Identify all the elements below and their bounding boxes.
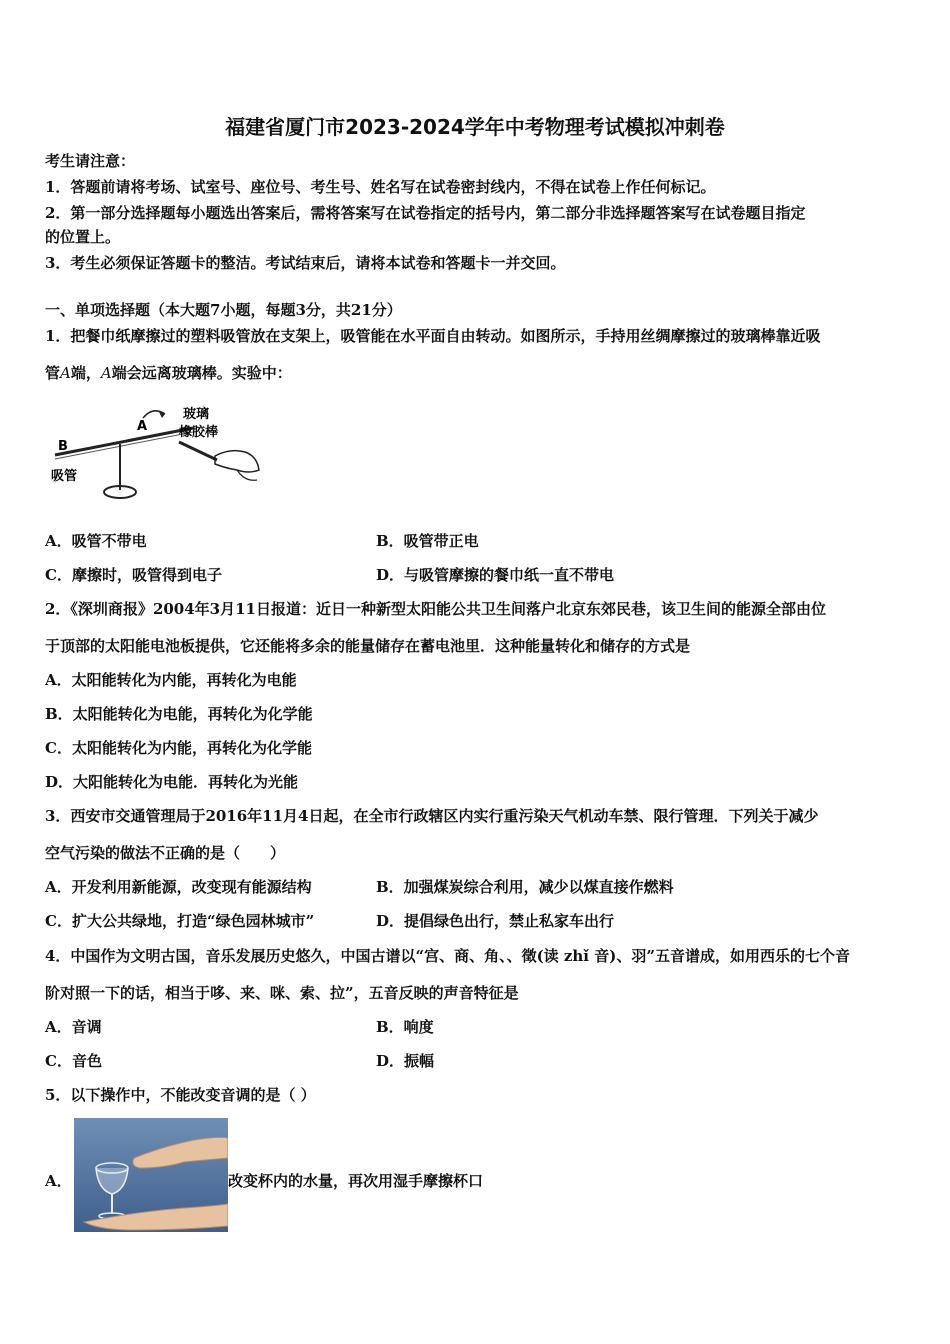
q1-option-b: B．吸管带正电: [376, 532, 479, 550]
figure-label-rod2: 橡胶棒: [179, 425, 219, 440]
q1-option-a: A．吸管不带电: [45, 532, 147, 550]
figure-label-b: B: [58, 439, 68, 454]
straw: [55, 428, 193, 455]
q4-stem-line2: 阶对照一下的话，相当于哆、来、咪、索、拉”，五音反映的声音特征是: [45, 984, 519, 1002]
q2-option-a: A．太阳能转化为内能，再转化为电能: [45, 671, 297, 689]
q5-option-a-text: 改变杯内的水量，再次用湿手摩擦杯口: [228, 1172, 484, 1190]
q4-option-d: D．振幅: [376, 1052, 435, 1070]
figure-label-straw: 吸管: [51, 469, 78, 484]
q1-option-c: C．摩擦时，吸管得到电子: [45, 566, 222, 584]
q3-option-d: D．提倡绿色出行，禁止私家车出行: [376, 912, 615, 930]
q2-stem-line2: 于顶部的太阳能电池板提供，它还能将多余的能量储存在蓄电池里．这种能量转化和储存的方式是: [45, 637, 691, 655]
q4-stem-line1: 4．中国作为文明古国，音乐发展历史悠久，中国古谱以“宫、商、角、、徵(读 zhǐ 音)、羽”五音谱成，如用西乐的七个音: [45, 947, 850, 965]
glass-rod: [179, 442, 217, 460]
section-heading: 一、单项选择题（本大题7小题，每题3分，共21分）: [45, 301, 402, 319]
q3-option-a: A．开发利用新能源，改变现有能源结构: [45, 878, 312, 896]
notice-item-1: 1．答题前请将考场、试室号、座位号、考生号、姓名写在试卷密封线内，不得在试卷上作任何标记。: [45, 178, 716, 196]
q1-figure: [45, 400, 270, 510]
q2-option-c: C．太阳能转化为内能，再转化为化学能: [45, 739, 312, 757]
q2-stem-line1: 2．《深圳商报》2004年3月11日报道：近日一种新型太阳能公共卫生间落户北京东郊民巷，该卫生间的能源全部由位: [45, 600, 827, 618]
notice-item-2-cont: 的位置上。: [45, 228, 121, 246]
q4-option-c: C．音色: [45, 1052, 102, 1070]
q3-option-c: C．扩大公共绿地，打造“绿色园林城市”: [45, 912, 315, 930]
q2-option-d: D．大阳能转化为电能．再转化为光能: [45, 773, 299, 791]
q1-stem-line1: 1．把餐巾纸摩擦过的塑料吸管放在支架上，吸管能在水平面自由转动。如图所示，手持用丝绸摩擦过的玻璃棒靠近吸: [45, 327, 821, 345]
q3-option-b: B．加强煤炭综合利用，减少以煤直接作燃料: [376, 878, 674, 896]
glass-rim-photo: [74, 1118, 228, 1232]
notice-item-2: 2．第一部分选择题每小题选出答案后，需将答案写在试卷指定的括号内，第二部分非选择题答案写在试卷题目指定: [45, 204, 806, 222]
q2-option-b: B．太阳能转化为电能，再转化为化学能: [45, 705, 313, 723]
notice-heading: 考生请注意：: [45, 152, 136, 170]
exam-title: 福建省厦门市2023-2024学年中考物理考试模拟冲刺卷: [225, 115, 725, 139]
q5-stem: 5．以下操作中，不能改变音调的是（ ）: [45, 1086, 316, 1104]
hand: [215, 451, 259, 472]
q4-option-a: A．音调: [45, 1018, 102, 1036]
figure-label-a: A: [137, 419, 148, 434]
q5-option-a-label: A．: [45, 1172, 72, 1190]
q4-option-b: B．响度: [376, 1018, 434, 1036]
q1-option-d: D．与吸管摩擦的餐巾纸一直不带电: [376, 566, 615, 584]
q3-stem-line1: 3．西安市交通管理局于2016年11月4日起，在全市行政辖区内实行重污染天气机动车禁、限行管理．下列关于减少: [45, 807, 819, 825]
figure-label-rod1: 玻璃: [183, 407, 210, 422]
q1-stem-line2: 管A端，A端会远离玻璃棒。实验中：: [45, 364, 292, 382]
notice-item-3: 3．考生必须保证答题卡的整洁。考试结束后，请将本试卷和答题卡一并交回。: [45, 254, 566, 272]
q3-stem-line2: 空气污染的做法不正确的是（ ）: [45, 844, 286, 862]
